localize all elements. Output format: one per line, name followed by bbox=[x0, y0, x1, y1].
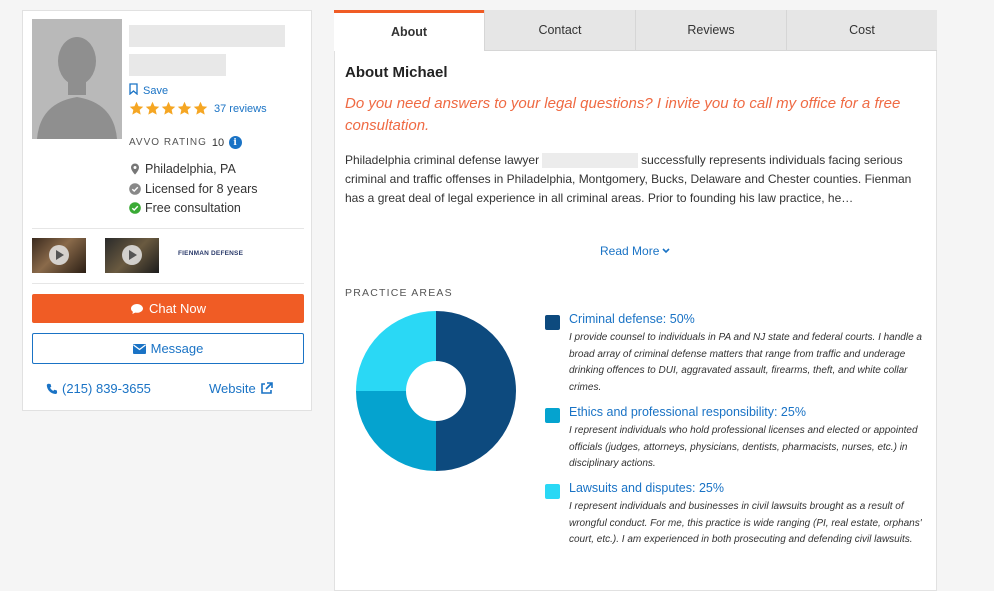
play-icon bbox=[49, 245, 69, 265]
divider bbox=[32, 283, 304, 284]
star-icon bbox=[177, 101, 192, 116]
avvo-rating-score: 10 bbox=[211, 136, 225, 149]
avvo-rating bbox=[129, 136, 242, 149]
lawyer-profile-card bbox=[22, 10, 312, 411]
phone-icon bbox=[46, 383, 58, 395]
message-button[interactable]: Message bbox=[32, 333, 304, 364]
website-link[interactable]: Website bbox=[209, 381, 273, 396]
save-button[interactable]: Save bbox=[129, 83, 168, 98]
check-circle-icon bbox=[129, 202, 141, 214]
chat-bubble-icon bbox=[130, 303, 144, 315]
legend-swatch bbox=[545, 315, 560, 330]
info-icon[interactable]: i bbox=[229, 136, 242, 149]
map-pin-icon bbox=[129, 163, 141, 175]
check-circle-icon bbox=[129, 183, 141, 195]
video-thumbnail[interactable] bbox=[105, 238, 159, 273]
name-placeholder bbox=[129, 25, 285, 47]
firm-logo[interactable]: FIENMAN DEFENSE bbox=[178, 250, 244, 257]
video-thumbnail[interactable] bbox=[32, 238, 86, 273]
practice-area-description: I provide counsel to individuals in PA and NJ state and federal courts. I handle a broad array of criminal defense matters that range from traffic and underage drinking offences to DUI, aggravated assault, firearms, theft, and white collar crimes. bbox=[569, 332, 922, 393]
practice-area-link[interactable]: Criminal defense: 50% bbox=[569, 312, 695, 326]
practice-areas-donut-chart bbox=[356, 311, 516, 471]
profile-tabs bbox=[334, 10, 937, 51]
tagline: Do you need answers to your legal questions? I invite you to call my office for a free consultation. bbox=[345, 95, 901, 134]
donut-slice bbox=[356, 391, 436, 471]
practice-area-description: I represent individuals who hold professional licenses and elected or appointed officials (judges, attorneys, physicians, dentists, pharmacists, nurses, etc.) in disciplinary actions. bbox=[569, 425, 918, 470]
bio-text bbox=[345, 151, 930, 208]
donut-slice bbox=[356, 311, 436, 391]
legend-swatch bbox=[545, 408, 560, 423]
bio-intro: Philadelphia criminal defense lawyer bbox=[345, 153, 540, 167]
play-icon bbox=[122, 245, 142, 265]
license-info: Licensed for 8 years bbox=[129, 182, 258, 196]
bookmark-icon bbox=[129, 83, 138, 98]
star-icon bbox=[145, 101, 160, 116]
tab-reviews[interactable]: Reviews bbox=[635, 10, 786, 51]
about-panel bbox=[334, 51, 937, 591]
reviews-link[interactable]: 37 reviews bbox=[214, 102, 267, 115]
practice-area-link[interactable]: Ethics and professional responsibility: 25% bbox=[569, 405, 806, 419]
phone-link[interactable]: (215) 839-3655 bbox=[46, 381, 151, 396]
tab-cost[interactable]: Cost bbox=[786, 10, 937, 51]
star-icon bbox=[161, 101, 176, 116]
read-more-link[interactable]: Read More bbox=[600, 244, 670, 258]
name-placeholder bbox=[542, 153, 638, 168]
chevron-down-icon bbox=[662, 248, 670, 254]
free-consultation: Free consultation bbox=[129, 201, 241, 215]
chat-now-button[interactable]: Chat Now bbox=[32, 294, 304, 323]
about-title: About Michael bbox=[345, 64, 448, 81]
tab-contact[interactable]: Contact bbox=[484, 10, 635, 51]
title-placeholder bbox=[129, 54, 226, 76]
legend-swatch bbox=[545, 484, 560, 499]
practice-area-description: I represent individuals and businesses in civil lawsuits brought as a result of wrongful conduct. For me, this practice is wide ranging (PI, real estate, orphans' court, etc.). I am experienced in both prosecuting and defending civil lawsuits. bbox=[569, 501, 922, 546]
star-rating bbox=[129, 101, 208, 116]
tab-about[interactable]: About bbox=[334, 10, 484, 51]
divider bbox=[32, 228, 304, 229]
external-link-icon bbox=[260, 382, 273, 395]
envelope-icon bbox=[133, 344, 146, 354]
avatar bbox=[32, 19, 122, 139]
location: Philadelphia, PA bbox=[129, 162, 236, 176]
donut-slice bbox=[436, 311, 516, 471]
star-icon bbox=[129, 101, 144, 116]
star-icon bbox=[193, 101, 208, 116]
rating bbox=[129, 101, 267, 116]
bio-body: successfully represents individuals facing serious criminal and traffic offenses in Philadelphia, Montgomery, Bucks, Delaware and Chester counties. Fienman has a great deal of legal experience in all criminal areas. Prior to founding his law practice, he… bbox=[345, 153, 912, 205]
practice-areas-label: PRACTICE AREAS bbox=[345, 287, 453, 299]
practice-area-link[interactable]: Lawsuits and disputes: 25% bbox=[569, 481, 724, 495]
avvo-rating-label: AVVO RATING bbox=[129, 137, 207, 148]
